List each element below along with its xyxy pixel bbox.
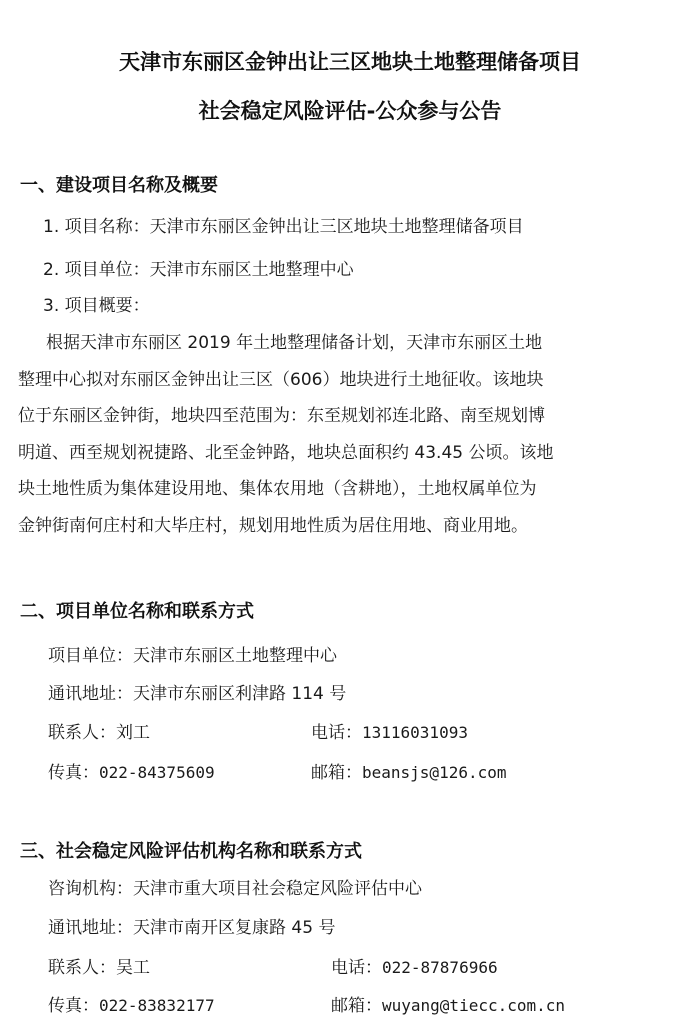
paragraph-line: 块土地性质为集体建设用地、集体农用地（含耕地），土地权属单位为 xyxy=(18,479,537,500)
project-address-label: 通讯地址： xyxy=(48,684,133,704)
assessment-email-row xyxy=(331,991,565,1016)
assessment-phone-label: 电话： xyxy=(331,958,382,978)
document-title-line1: 天津市东丽区金钟出让三区地块土地整理储备项目 xyxy=(119,50,581,74)
assessment-email-label: 邮箱： xyxy=(331,996,382,1016)
project-contact-value: 刘工 xyxy=(116,723,150,743)
paragraph-line: 明道、西至规划祝捷路、北至金钟路，地块总面积约 43.45 公顷。该地 xyxy=(18,442,554,463)
project-fax-row xyxy=(48,758,215,783)
assessment-org-value: 天津市重大项目社会稳定风险评估中心 xyxy=(133,879,422,899)
paragraph-line: 金钟街南何庄村和大毕庄村，规划用地性质为居住用地、商业用地。 xyxy=(18,515,528,536)
project-phone-row xyxy=(311,718,468,743)
paragraph-line: 位于东丽区金钟街，地块四至范围为：东至规划祁连北路、南至规划博 xyxy=(18,406,545,427)
assessment-org-row xyxy=(48,874,422,899)
project-unit-item: 2. 项目单位：天津市东丽区土地整理中心 xyxy=(43,260,354,280)
assessment-email-value[interactable]: wuyang@tiecc.com.cn xyxy=(382,996,566,1015)
project-unit-row xyxy=(48,641,337,666)
project-overview-item: 3. 项目概要： xyxy=(43,296,150,316)
project-fax-value: 022-84375609 xyxy=(99,763,215,782)
project-contact-row xyxy=(48,718,150,743)
project-unit-label: 项目单位： xyxy=(48,646,133,666)
project-unit-value: 天津市东丽区土地整理中心 xyxy=(133,646,337,666)
assessment-fax-label: 传真： xyxy=(48,996,99,1016)
project-overview-paragraph xyxy=(18,325,688,545)
document-title-line2: 社会稳定风险评估-公众参与公告 xyxy=(198,99,502,123)
assessment-phone-value: 022-87876966 xyxy=(382,958,498,977)
assessment-contact-row xyxy=(48,953,150,978)
assessment-address-row xyxy=(48,913,335,938)
assessment-address-label: 通讯地址： xyxy=(48,918,133,938)
project-fax-label: 传真： xyxy=(48,763,99,783)
assessment-phone-row xyxy=(331,953,498,978)
section1-heading: 一、建设项目名称及概要 xyxy=(20,175,218,196)
project-email-value[interactable]: beansjs@126.com xyxy=(362,763,507,782)
project-name-item: 1. 项目名称：天津市东丽区金钟出让三区地块土地整理储备项目 xyxy=(43,217,524,237)
section3-heading: 三、社会稳定风险评估机构名称和联系方式 xyxy=(20,841,362,862)
project-email-row xyxy=(311,758,507,783)
project-address-value: 天津市东丽区利津路 114 号 xyxy=(133,684,347,704)
paragraph-line: 整理中心拟对东丽区金钟出让三区（606）地块进行土地征收。该地块 xyxy=(18,369,544,390)
project-phone-label: 电话： xyxy=(311,723,362,743)
assessment-contact-value: 吴工 xyxy=(116,958,150,978)
project-email-label: 邮箱： xyxy=(311,763,362,783)
assessment-address-value: 天津市南开区复康路 45 号 xyxy=(133,918,336,938)
project-address-row xyxy=(48,679,346,704)
assessment-fax-row xyxy=(48,991,215,1016)
section2-heading: 二、项目单位名称和联系方式 xyxy=(20,601,254,622)
assessment-contact-label: 联系人： xyxy=(48,958,116,978)
assessment-fax-value: 022-83832177 xyxy=(99,996,215,1015)
project-phone-value: 13116031093 xyxy=(362,723,468,742)
assessment-org-label: 咨询机构： xyxy=(48,879,133,899)
paragraph-line: 根据天津市东丽区 2019 年土地整理储备计划，天津市东丽区土地 xyxy=(46,333,543,353)
project-contact-label: 联系人： xyxy=(48,723,116,743)
